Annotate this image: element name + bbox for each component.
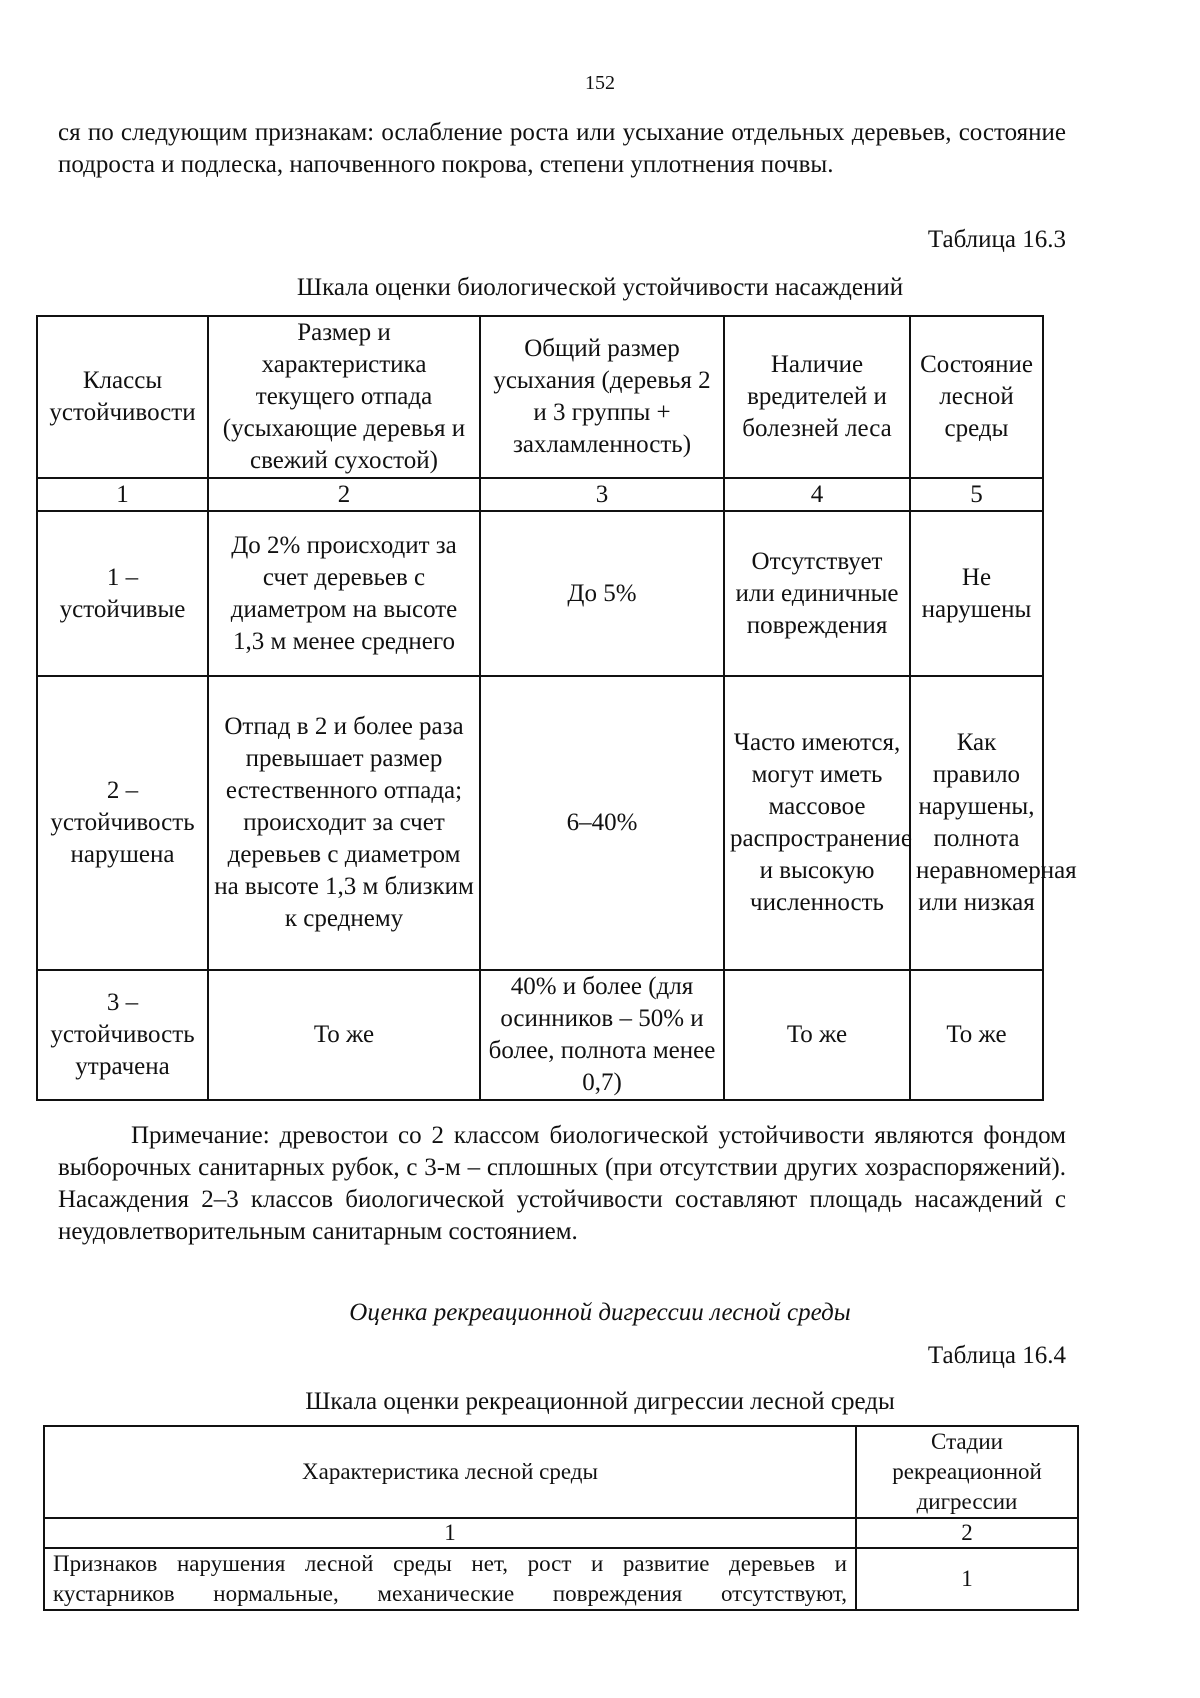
- table-row: [37, 511, 1043, 676]
- header-cell: Стадии рекреационной дигрессии: [856, 1426, 1078, 1518]
- table-row: [44, 1548, 1078, 1610]
- table-cell: То же: [208, 970, 480, 1100]
- stability-scale-table: [36, 315, 1077, 1101]
- header-cell: Характеристика лесной среды: [44, 1426, 856, 1518]
- table-cell: До 5%: [480, 511, 724, 676]
- table-cell: До 2% происходит за счет деревьев с диаметром на высоте 1,3 м менее среднего: [208, 511, 480, 676]
- table2-title: Шкала оценки рекреационной дигрессии лесной среды: [305, 1388, 895, 1415]
- table-cell: Признаков нарушения лесной среды нет, рост и развитие деревьев и кустарников нормальные, механические повреждения отсутствуют,: [44, 1548, 856, 1610]
- table-header-row: [44, 1426, 1078, 1518]
- table-cell: 2 – устойчивость нарушена: [37, 676, 208, 970]
- column-number: 1: [37, 478, 208, 511]
- table-cell: 1: [856, 1548, 1078, 1610]
- column-number: 2: [856, 1518, 1078, 1548]
- table-cell: То же: [724, 970, 910, 1100]
- header-cell: Размер и характеристика текущего отпада (усыхающие деревья и свежий сухостой): [208, 316, 480, 478]
- header-cell: Состояние лесной среды: [910, 316, 1043, 478]
- header-cell: Общий размер усыхания (деревья 2 и 3 группы + захламленность): [480, 316, 724, 478]
- table-cell: 3 – устойчивость утрачена: [37, 970, 208, 1100]
- table1-label: Таблица 16.3: [927, 226, 1066, 253]
- recreational-digression-table: [43, 1425, 1079, 1611]
- section-title: Оценка рекреационной дигрессии лесной среды: [349, 1299, 851, 1326]
- column-number: 2: [208, 478, 480, 511]
- table-cell: Не нарушены: [910, 511, 1043, 676]
- table-cell: 1 – устойчивые: [37, 511, 208, 676]
- column-number: 4: [724, 478, 910, 511]
- table-header-row: [37, 316, 1043, 478]
- table-cell: Отпад в 2 и более раза превышает размер естественного отпада; происходит за счет деревьев с диаметром на высоте 1,3 м близким к среднему: [208, 676, 480, 970]
- table-cell: 6–40%: [480, 676, 724, 970]
- table2-label: Таблица 16.4: [927, 1342, 1066, 1369]
- column-number: 5: [910, 478, 1043, 511]
- table1-title: Шкала оценки биологической устойчивости насаждений: [296, 274, 904, 301]
- intro-paragraph: ся по следующим признакам: ослабление роста или усыхание отдельных деревьев, состояние подроста и подлеска, напочвенного покрова, степени уплотнения почвы.: [58, 119, 1066, 178]
- column-number-row: [44, 1518, 1078, 1548]
- note-paragraph: Примечание: древостои со 2 классом биологической устойчивости являются фондом выборочных санитарных рубок, с 3-м – сплошных (при отсутствии других хозраспоряжений). Насаждения 2–3 классов биологической устойчивости составляют площадь насаждений с неудовлетворительным санитарным состоянием.: [58, 1122, 1066, 1245]
- table-row: [37, 676, 1043, 970]
- table-cell: То же: [910, 970, 1043, 1100]
- header-cell: Классы устойчивости: [37, 316, 208, 478]
- table-cell: Как правило нарушены, полнота неравномерная или низкая: [910, 676, 1043, 970]
- column-number: 3: [480, 478, 724, 511]
- column-number-row: [37, 478, 1043, 511]
- column-number: 1: [44, 1518, 856, 1548]
- table-row: [37, 970, 1043, 1100]
- table-cell: Часто имеются, могут иметь массовое распространение и высокую численность: [724, 676, 910, 970]
- page-number: 152: [585, 72, 615, 94]
- table-cell: Отсутствует или единичные повреждения: [724, 511, 910, 676]
- table-cell: 40% и более (для осинников – 50% и более, полнота менее 0,7): [480, 970, 724, 1100]
- header-cell: Наличие вредителей и болезней леса: [724, 316, 910, 478]
